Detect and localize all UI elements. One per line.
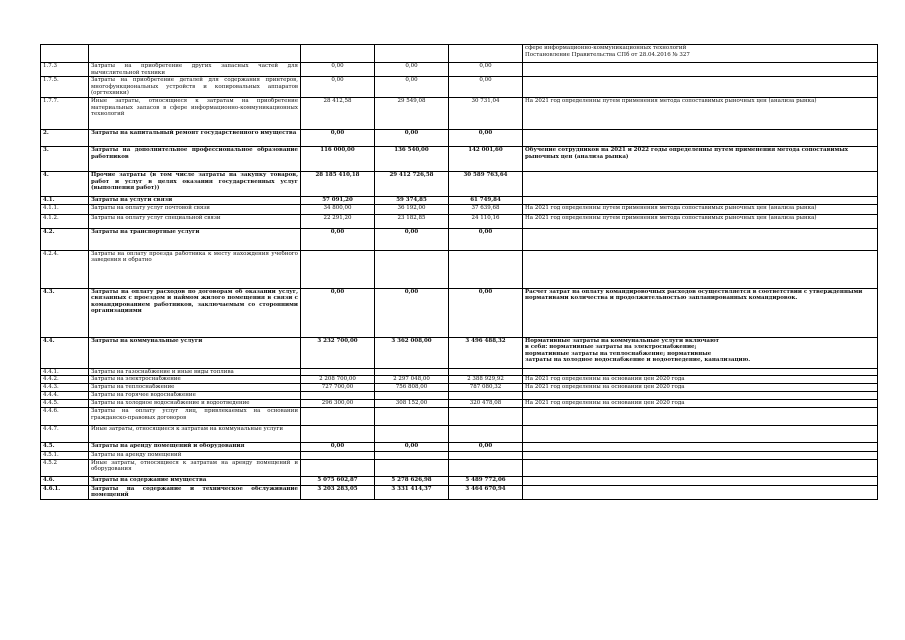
row-value-2022-cell: 0,00 <box>375 443 449 452</box>
row-code-cell: 4.4.3. <box>41 384 89 392</box>
row-name-cell: Затраты на услуги связи <box>89 196 301 204</box>
row-value-2022-cell <box>375 426 449 443</box>
row-code-cell: 1.7.7. <box>41 97 89 129</box>
row-code-cell: 2. <box>41 129 89 146</box>
row-name-cell: Затраты на капитальный ремонт государственного имущества <box>89 129 301 146</box>
row-name-cell: Затраты на оплату расходов по договорам об оказании услуг, связанных с проездом и наймом жилого помещения в связи с командированием работников, заключаемым со сторонними организациями <box>89 288 301 337</box>
row-value-2023-cell: 0,00 <box>449 77 523 98</box>
row-code-cell: 4.4.7. <box>41 426 89 443</box>
row-code-cell: 4.2.4. <box>41 250 89 288</box>
row-value-2021-cell: 57 091,20 <box>301 196 375 204</box>
row-note-cell: На 2021 год определенны на основании цен 2020 года <box>523 400 878 408</box>
row-code-cell: 4.1. <box>41 196 89 204</box>
row-name-cell: Затраты на содержание и техническое обслуживание помещений <box>89 485 301 499</box>
row-value-2021-cell: 0,00 <box>301 129 375 146</box>
row-value-2023-cell <box>449 392 523 400</box>
table-row <box>41 288 878 337</box>
row-code-cell: 4.4.2. <box>41 376 89 384</box>
row-name-cell: Затраты на холодное водоснабжение и водоотведение <box>89 400 301 408</box>
table-row <box>41 196 878 204</box>
table-row <box>41 63 878 77</box>
row-value-2022-cell: 0,00 <box>375 228 449 250</box>
row-value-2023-cell <box>449 408 523 426</box>
row-value-2022-cell <box>375 452 449 460</box>
row-name-cell: Затраты на газоснабжение и иные виды топлива <box>89 368 301 376</box>
row-note-cell <box>523 392 878 400</box>
table-row <box>41 97 878 129</box>
row-code-cell: 4.5. <box>41 443 89 452</box>
row-value-2022-cell: 756 808,00 <box>375 384 449 392</box>
row-value-2023-cell: 30 731,04 <box>449 97 523 129</box>
row-code-cell: 4.5.1. <box>41 452 89 460</box>
row-value-2021-cell <box>301 452 375 460</box>
table-row <box>41 459 878 476</box>
row-note-cell: Обучение сотрудников на 2021 и 2022 годы определенны путем применения метода сопоставимых рыночных цен (анализа рынка) <box>523 146 878 171</box>
row-code-cell: 4.4.6. <box>41 408 89 426</box>
row-value-2023-cell: 0,00 <box>449 443 523 452</box>
row-name-cell <box>89 45 301 63</box>
row-value-2021-cell: 28 185 410,18 <box>301 171 375 196</box>
row-note-cell <box>523 77 878 98</box>
row-value-2021-cell: 727 700,00 <box>301 384 375 392</box>
row-value-2023-cell: 5 489 772,06 <box>449 476 523 485</box>
row-value-2022-cell <box>375 45 449 63</box>
row-name-cell: Иные затраты, относящиеся к затратам на приобретение материальных запасов в сфере информационно-коммуникационных технологий <box>89 97 301 129</box>
row-value-2021-cell <box>301 392 375 400</box>
row-code-cell: 4.1.1. <box>41 204 89 214</box>
row-value-2021-cell: 3 232 700,00 <box>301 337 375 368</box>
table-row <box>41 392 878 400</box>
row-value-2023-cell: 0,00 <box>449 288 523 337</box>
row-value-2022-cell: 0,00 <box>375 288 449 337</box>
row-code-cell: 4.2. <box>41 228 89 250</box>
row-value-2021-cell <box>301 426 375 443</box>
expenses-table-body <box>41 45 878 500</box>
row-value-2021-cell: 28 412,58 <box>301 97 375 129</box>
row-name-cell: Затраты на транспортные услуги <box>89 228 301 250</box>
row-name-cell: Затраты на оплату проезда работника к месту нахождения учебного заведения и обратно <box>89 250 301 288</box>
table-row <box>41 204 878 214</box>
row-code-cell: 1.7.5. <box>41 77 89 98</box>
row-value-2021-cell <box>301 250 375 288</box>
row-note-cell: На 2021 год определенны путем применения метода сопоставимых рыночных цен (анализа рынка) <box>523 214 878 228</box>
row-name-cell: Затраты на аренду помещений <box>89 452 301 460</box>
row-value-2022-cell: 2 297 048,00 <box>375 376 449 384</box>
expenses-table <box>40 44 878 500</box>
row-value-2022-cell: 29 412 726,58 <box>375 171 449 196</box>
row-value-2021-cell: 0,00 <box>301 443 375 452</box>
row-value-2023-cell <box>449 426 523 443</box>
row-note-cell: сфере информационно-коммуникационных технологий Постановление Правительства СПб от 28.04.2016 № 327 <box>523 45 878 63</box>
row-value-2022-cell <box>375 459 449 476</box>
table-row <box>41 214 878 228</box>
row-note-cell <box>523 250 878 288</box>
row-value-2022-cell: 0,00 <box>375 77 449 98</box>
row-value-2022-cell: 3 362 008,00 <box>375 337 449 368</box>
row-code-cell: 4.6. <box>41 476 89 485</box>
table-row <box>41 426 878 443</box>
row-name-cell: Затраты на горячее водоснабжение <box>89 392 301 400</box>
row-value-2022-cell: 308 152,00 <box>375 400 449 408</box>
row-name-cell: Затраты на оплату услуг специальной связи <box>89 214 301 228</box>
row-note-cell <box>523 426 878 443</box>
row-note-cell <box>523 485 878 499</box>
row-note-cell: Расчет затрат на оплату командировочных расходов осуществляется в соответствии с утвержденными нормативами количества и продолжительностью запланированных командировок. <box>523 288 878 337</box>
row-value-2021-cell: 0,00 <box>301 63 375 77</box>
row-value-2022-cell: 23 182,85 <box>375 214 449 228</box>
row-code-cell: 4.5.2 <box>41 459 89 476</box>
row-value-2022-cell: 3 331 414,37 <box>375 485 449 499</box>
row-value-2022-cell: 29 549,08 <box>375 97 449 129</box>
row-value-2021-cell: 0,00 <box>301 288 375 337</box>
table-row <box>41 146 878 171</box>
row-value-2023-cell: 0,00 <box>449 63 523 77</box>
row-note-cell <box>523 476 878 485</box>
row-value-2023-cell <box>449 452 523 460</box>
row-note-cell: На 2021 год определенны путем применения метода сопоставимых рыночных цен (анализа рынка) <box>523 204 878 214</box>
row-code-cell <box>41 45 89 63</box>
row-note-cell <box>523 459 878 476</box>
row-code-cell: 4.4.1. <box>41 368 89 376</box>
table-row <box>41 171 878 196</box>
row-note-cell <box>523 408 878 426</box>
table-row <box>41 368 878 376</box>
row-value-2023-cell: 37 639,68 <box>449 204 523 214</box>
row-value-2021-cell: 22 291,20 <box>301 214 375 228</box>
row-value-2022-cell: 0,00 <box>375 63 449 77</box>
row-value-2021-cell: 2 208 700,00 <box>301 376 375 384</box>
row-name-cell: Затраты на электроснабжение <box>89 376 301 384</box>
row-name-cell: Прочие затраты (в том числе затраты на закупку товаров, работ и услуг в целях оказания государственных услуг (выполнения работ)) <box>89 171 301 196</box>
row-value-2022-cell: 5 278 626,98 <box>375 476 449 485</box>
row-note-cell <box>523 63 878 77</box>
row-value-2022-cell: 59 374,85 <box>375 196 449 204</box>
row-note-cell <box>523 368 878 376</box>
table-row <box>41 384 878 392</box>
row-name-cell: Затраты на дополнительное профессиональное образование работников <box>89 146 301 171</box>
row-value-2023-cell: 0,00 <box>449 129 523 146</box>
row-value-2023-cell: 787 080,32 <box>449 384 523 392</box>
row-note-cell <box>523 196 878 204</box>
row-value-2021-cell: 0,00 <box>301 77 375 98</box>
row-code-cell: 4. <box>41 171 89 196</box>
table-row <box>41 228 878 250</box>
row-value-2021-cell <box>301 45 375 63</box>
row-note-cell: Нормативные затраты на коммунальные услуги включают в себя: нормативные затраты на электроснабжение; нормативные затраты на теплоснабжение; нормативные затраты на холодное водоснабжение и водоотведение, канализацию. <box>523 337 878 368</box>
table-row <box>41 337 878 368</box>
row-value-2023-cell: 3 496 488,32 <box>449 337 523 368</box>
row-code-cell: 4.1.2. <box>41 214 89 228</box>
row-value-2023-cell <box>449 368 523 376</box>
row-value-2021-cell: 3 203 283,05 <box>301 485 375 499</box>
row-note-cell: На 2021 год определенны на основании цен 2020 года <box>523 384 878 392</box>
table-row <box>41 129 878 146</box>
row-name-cell: Затраты на аренду помещений и оборудования <box>89 443 301 452</box>
row-value-2021-cell: 5 075 602,87 <box>301 476 375 485</box>
row-value-2023-cell <box>449 250 523 288</box>
row-value-2021-cell: 34 800,00 <box>301 204 375 214</box>
row-code-cell: 4.4. <box>41 337 89 368</box>
row-value-2022-cell: 0,00 <box>375 129 449 146</box>
row-name-cell: Затраты на приобретение других запасных частей для вычислительной техники <box>89 63 301 77</box>
row-value-2023-cell: 61 749,84 <box>449 196 523 204</box>
row-note-cell <box>523 452 878 460</box>
row-value-2023-cell <box>449 459 523 476</box>
row-note-cell <box>523 171 878 196</box>
row-code-cell: 4.3. <box>41 288 89 337</box>
table-row <box>41 485 878 499</box>
row-value-2022-cell <box>375 408 449 426</box>
document-page <box>40 44 877 500</box>
row-name-cell: Затраты на оплату услуг лиц, привлекаемых на основании гражданско-правовых договоров <box>89 408 301 426</box>
table-row <box>41 408 878 426</box>
row-value-2021-cell: 116 000,00 <box>301 146 375 171</box>
row-value-2021-cell: 0,00 <box>301 228 375 250</box>
row-value-2022-cell <box>375 368 449 376</box>
table-row <box>41 400 878 408</box>
row-code-cell: 4.6.1. <box>41 485 89 499</box>
table-row <box>41 77 878 98</box>
row-value-2022-cell: 136 540,00 <box>375 146 449 171</box>
row-note-cell <box>523 228 878 250</box>
row-name-cell: Затраты на оплату услуг почтовой связи <box>89 204 301 214</box>
row-code-cell: 4.4.4. <box>41 392 89 400</box>
row-note-cell: На 2021 год определенны путем применения метода сопоставимых рыночных цен (анализа рынка) <box>523 97 878 129</box>
table-row <box>41 45 878 63</box>
row-value-2022-cell <box>375 250 449 288</box>
row-value-2021-cell <box>301 368 375 376</box>
row-value-2022-cell <box>375 392 449 400</box>
row-note-cell <box>523 443 878 452</box>
row-value-2021-cell <box>301 408 375 426</box>
row-value-2023-cell: 320 478,08 <box>449 400 523 408</box>
row-name-cell: Иные затраты, относящиеся к затратам на аренду помещений и оборудования <box>89 459 301 476</box>
row-name-cell: Затраты на коммунальные услуги <box>89 337 301 368</box>
row-value-2022-cell: 36 192,00 <box>375 204 449 214</box>
table-row <box>41 476 878 485</box>
row-value-2023-cell: 0,00 <box>449 228 523 250</box>
row-value-2021-cell <box>301 459 375 476</box>
row-value-2023-cell: 2 388 929,92 <box>449 376 523 384</box>
table-row <box>41 250 878 288</box>
row-note-cell: На 2021 год определенны на основании цен 2020 года <box>523 376 878 384</box>
row-name-cell: Затраты на теплоснабжение <box>89 384 301 392</box>
row-note-cell <box>523 129 878 146</box>
row-value-2023-cell: 30 589 763,64 <box>449 171 523 196</box>
table-row <box>41 376 878 384</box>
row-code-cell: 4.4.5. <box>41 400 89 408</box>
table-row <box>41 443 878 452</box>
row-name-cell: Иные затраты, относящиеся к затратам на коммунальные услуги <box>89 426 301 443</box>
row-name-cell: Затраты на приобретение деталей для содержания принтеров, многофункциональных устройств и копировальных аппаратов (оргтехники) <box>89 77 301 98</box>
row-value-2023-cell: 24 110,16 <box>449 214 523 228</box>
row-code-cell: 3. <box>41 146 89 171</box>
row-value-2023-cell <box>449 45 523 63</box>
row-code-cell: 1.7.3 <box>41 63 89 77</box>
table-row <box>41 452 878 460</box>
row-value-2021-cell: 296 300,00 <box>301 400 375 408</box>
row-value-2023-cell: 3 464 670,94 <box>449 485 523 499</box>
row-value-2023-cell: 142 001,60 <box>449 146 523 171</box>
row-name-cell: Затраты на содержание имущества <box>89 476 301 485</box>
